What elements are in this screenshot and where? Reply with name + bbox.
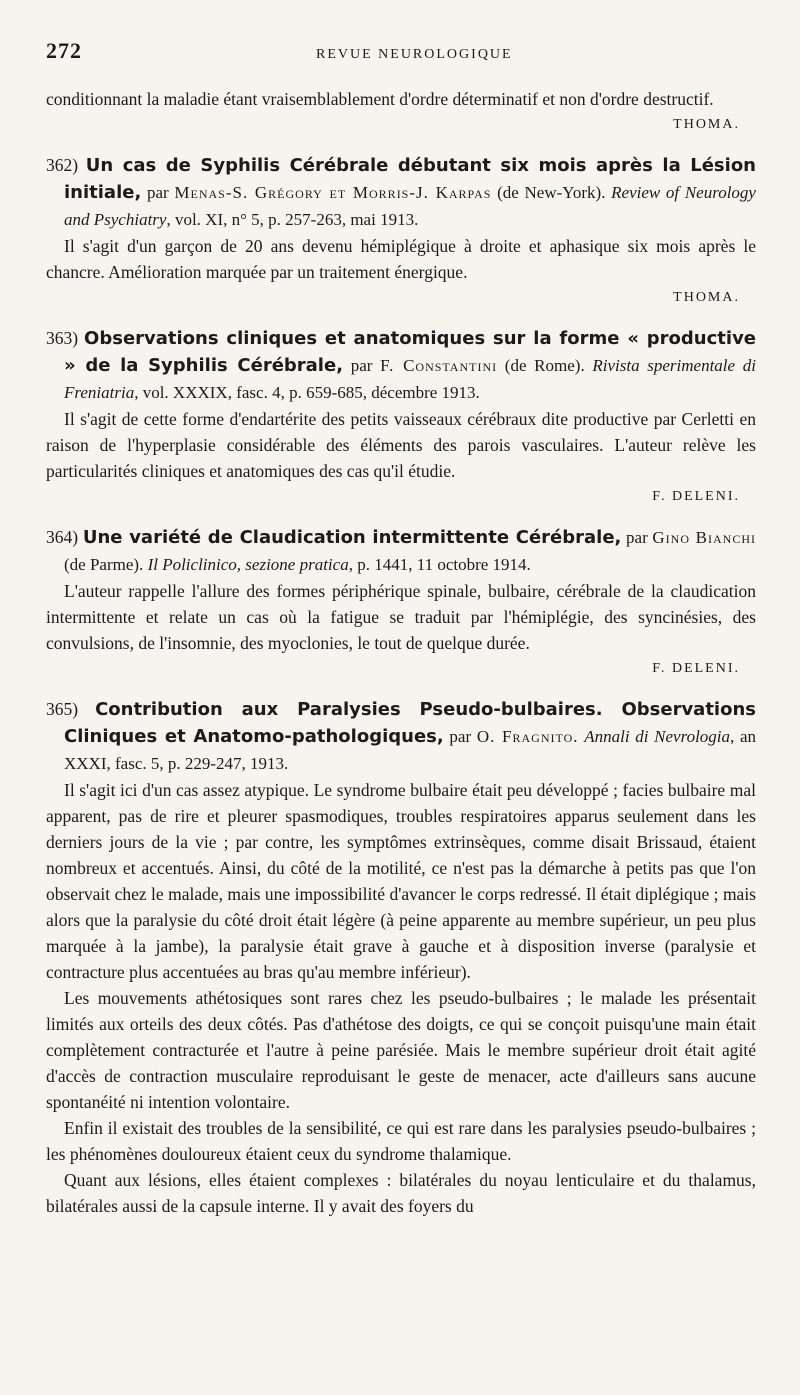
- entry-details: , an XXXI, fasc. 5, p. 229-247, 1913.: [64, 727, 757, 773]
- entry-title: Contribution aux Paralysies Pseudo-bulbaires. Observations Cliniques et Anatomo-pathologiques,: [64, 699, 756, 747]
- entry-body-paragraph: Il s'agit de cette forme d'endartérite des petits vaisseaux cérébraux dite productive par Cerletti en raison de l'hyperplasie considérable des éléments des parois vasculaires. L'auteur relève les particularités cliniques et anatomiques des cas qu'il étudie.: [46, 409, 756, 481]
- entry-journal: Rivista sperimentale di Freniatria: [64, 356, 756, 402]
- entry-authors: O. Fragnito.: [476, 727, 579, 746]
- entry-heading: [46, 152, 756, 233]
- authors-prefix: par: [343, 356, 381, 375]
- entry-body-paragraph: Quant aux lésions, elles étaient complexes : bilatérales du noyau lenticulaire et du thalamus, bilatérales aussi de la capsule interne. Il y avait des foyers du: [46, 1170, 756, 1216]
- entry-journal: Annali di Nevrologia: [584, 727, 731, 746]
- entry-number: 363): [46, 328, 79, 348]
- running-title: REVUE NEUROLOGIQUE: [316, 47, 513, 62]
- entry-authors: Menas-S. Grégory et Morris-J. Karpas: [174, 183, 492, 202]
- authors-prefix: par: [141, 183, 175, 202]
- entry-details: , vol. XI, n° 5, p. 257-263, mai 1913.: [166, 210, 419, 229]
- page-number: 272: [46, 38, 82, 63]
- entry-body-paragraph: Il s'agit ici d'un cas assez atypique. Le syndrome bulbaire était peu développé ; facies bulbaire mal apparent, pas de rire et pleurer spasmodiques, troubles respiratoires apparus seulement dans les derniers jours de la vie ; par contre, les symptômes extrinsèques, comme disait Brissaud, étaient nombreux et accentués. Ainsi, du côté de la motilité, ce n'est pas la démarche à petits pas que l'on observait chez le malade, mais une impossibilité d'avancer le corps redressé. Il était diplégique ; mais alors que la paralysie du côté droit était légère (à peine apparente au membre supérieur, un peu plus marquée à la jambe), la paralysie était grave à gauche et à disposition inverse (paralysie et contracture plus accentuées au bras qu'au membre inférieur).: [46, 780, 756, 982]
- abstract-entry: [46, 524, 756, 682]
- entry-number: 365): [46, 699, 79, 719]
- entry-journal: Review of Neurology and Psychiatry: [64, 183, 756, 229]
- authors-prefix: par: [443, 727, 477, 746]
- page-header: [46, 38, 756, 70]
- entry-authors: Gino Bianchi: [652, 528, 757, 547]
- entry-details: , p. 1441, 11 octobre 1914.: [348, 555, 531, 574]
- entry-heading: [46, 696, 756, 777]
- entry-body-paragraph: Enfin il existait des troubles de la sensibilité, ce qui est rare dans les paralysies pseudo-bulbaires ; les phénomènes douloureux étaient ceux du syndrome thalamique.: [46, 1118, 756, 1164]
- entry-heading: [46, 325, 756, 406]
- entry-location: (de New-York).: [491, 183, 612, 202]
- entry-number: 364): [46, 527, 79, 547]
- entry-signature: THOMA.: [673, 290, 740, 305]
- entry-title: Un cas de Syphilis Cérébrale débutant six mois après la Lésion initiale,: [64, 155, 756, 203]
- entry-heading: [46, 524, 756, 578]
- authors-prefix: par: [621, 528, 653, 547]
- abstract-entry: [46, 152, 756, 311]
- entry-body-paragraph: L'auteur rappelle l'allure des formes périphérique spinale, bulbaire, cérébrale de la claudication intermittente et relate un cas où la fatigue se traduit par l'hémiplégie, des syncinésies, des convulsions, de l'insomnie, des myoclonies, le tout de quelque durée.: [46, 581, 756, 653]
- entry-signature: F. DELENI.: [652, 661, 740, 676]
- entry-location: (de Rome).: [497, 356, 593, 375]
- entry-details: , vol. XXXIX, fasc. 4, p. 659-685, décembre 1913.: [134, 383, 480, 402]
- entry-journal: Il Policlinico, sezione pratica: [147, 555, 349, 574]
- intro-paragraph: conditionnant la maladie étant vraisemblablement d'ordre déterminatif et non d'ordre destructif.: [46, 89, 714, 109]
- abstract-entry: [46, 325, 756, 510]
- entry-body-paragraph: Les mouvements athétosiques sont rares chez les pseudo-bulbaires ; le malade les présentait limités aux orteils des deux côtés. Pas d'athétose des doigts, ce qui se conçoit puisqu'une main était complètement contracturée et l'autre à peine parésiée. Mais le membre supérieur droit était agité d'accès de contraction musculaire reproduisant le geste de menacer, acte d'ailleurs sans aucune spontanéité ni intention volontaire.: [46, 988, 756, 1112]
- intro-signature: THOMA.: [673, 117, 740, 132]
- abstract-entry: [46, 696, 756, 1219]
- entry-signature: F. DELENI.: [652, 489, 740, 504]
- entry-authors: F. Constantini: [380, 356, 498, 375]
- entry-number: 362): [46, 155, 79, 175]
- entry-title: Une variété de Claudication intermittente Cérébrale,: [82, 527, 622, 548]
- entry-body-paragraph: Il s'agit d'un garçon de 20 ans devenu hémiplégique à droite et aphasique six mois après le chancre. Amélioration marquée par un traitement énergique.: [46, 236, 756, 282]
- entry-location: (de Parme).: [64, 555, 148, 574]
- entry-title: Observations cliniques et anatomiques sur la forme « productive » de la Syphilis Cérébrale,: [64, 328, 757, 376]
